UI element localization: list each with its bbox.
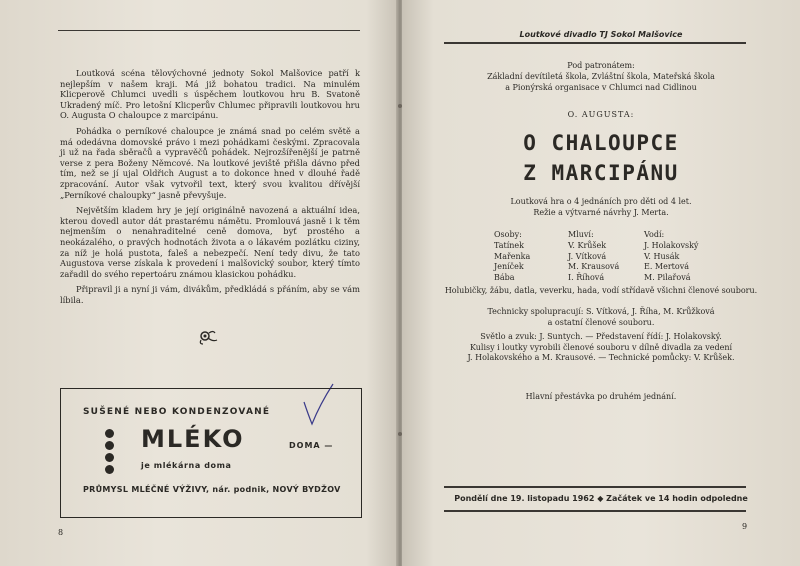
tech-line: Technicky spolupracují: S. Vítková, J. Říha, M. Krůžková	[487, 307, 715, 316]
patron-line: a Pionýrská organisace v Chlumci nad Cidlinou	[505, 83, 697, 92]
cast-role: Jeníček	[494, 262, 524, 272]
flower-ornament-icon	[197, 328, 219, 346]
patron-line: Pod patronátem:	[567, 61, 635, 70]
patron-line: Základní devítiletá škola, Zvláštní škola, Mateřská škola	[487, 72, 715, 81]
ad-company: PRŮMYSL MLÉČNÉ VÝŽIVY, nár. podnik, NOVÝ BYDŽOV	[83, 485, 341, 494]
paragraph: Loutková scéna tělovýchovné jednoty Sokol Malšovice patří k nejlepším v našem kraji. Má již bohatou tradici. Na minulém Klicperově Chlumci uvedli s úspěchem loutkovou hru B. Svatoně Ukradený míč. Pro letošní Klicperův Chlumec připravili loutkovou hru O. Augusta O chaloupce z marcipánu.	[60, 68, 360, 121]
intro-text	[60, 68, 360, 310]
performance-date: Pondělí dne 19. listopadu 1962 ◆ Začátek ve 14 hodin odpoledne	[454, 494, 748, 503]
play-title	[402, 128, 800, 188]
production-credits	[402, 332, 800, 364]
cast-voice: I. Říhová	[568, 273, 605, 283]
date-rule-top	[444, 486, 746, 488]
cast-puppeteer: E. Mertová	[644, 262, 689, 272]
theatre-header: Loutkové divadlo TJ Sokol Malšovice	[519, 30, 683, 39]
cast-role: Bába	[494, 273, 515, 283]
description-line: Loutková hra o 4 jednáních pro děti od 4 let.	[510, 197, 692, 206]
cast-puppeteer: J. Holakovský	[644, 240, 699, 250]
left-page	[0, 0, 398, 566]
cast-voice: V. Krůšek	[568, 240, 607, 250]
cast-header-voices: Mluví:	[568, 230, 594, 239]
technical-crew	[402, 306, 800, 328]
paragraph: Největším kladem hry je její originálně navozená a aktuální idea, kterou dovedl autor dát prastarému námětu. Promlouvá jasně i k těm nejmenším o nenahraditelné ceně domova, byť prostého a neokázalého, o pravých hodnotách života a o lákavém pozlátku ciziny, za níž je holá pustota, faleš a nebezpečí. Není tedy divu, že tato Augustova verse získala k provedení i malšovický soubor, který tímto zařadil do svého repertoáru známou klasickou pohádku.	[60, 205, 360, 279]
cast-voice: J. Vítková	[568, 251, 607, 261]
shared-puppets: Holubičky, žábu, datla, veverku, hada, vodí střídavě všichni členové souboru.	[444, 286, 758, 295]
paragraph: Připravil ji a nyní ji vám, divákům, předkládá s přáním, aby se vám líbila.	[60, 284, 360, 305]
cast-role: Mařenka	[494, 251, 531, 261]
cast-header-puppeteers: Vodí:	[644, 230, 665, 239]
play-description	[402, 196, 800, 218]
ad-sub: je mlékárna doma	[141, 461, 232, 470]
date-rule-bottom	[444, 510, 746, 512]
interval-note: Hlavní přestávka po druhém jednání.	[525, 392, 677, 401]
milk-dots-icon	[105, 429, 117, 477]
description-line: Režie a výtvarné návrhy J. Merta.	[533, 208, 669, 217]
cast-puppeteer: V. Husák	[644, 251, 680, 261]
patronage	[402, 60, 800, 93]
credit-line: Světlo a zvuk: J. Suntych. — Představení řídí: J. Holakovský.	[480, 332, 722, 341]
cast-header-persons: Osoby:	[494, 230, 522, 239]
right-page	[402, 0, 800, 566]
page-number-left: 8	[58, 528, 64, 537]
tech-line: a ostatní členové souboru.	[547, 318, 655, 327]
cast-role: Tatínek	[494, 240, 524, 250]
cast-roles	[494, 230, 530, 284]
cast-puppeteer: M. Pilařová	[644, 273, 691, 283]
cast-puppeteers	[644, 230, 698, 284]
header-rule	[444, 42, 746, 44]
play-author: O. AUGUSTA:	[567, 110, 635, 119]
credit-line: Kulisy i loutky vyrobili členové souboru v dílně divadla za vedení	[469, 342, 733, 352]
title-line: Z MARCIPÁNU	[523, 161, 679, 185]
ad-product: MLÉKO	[141, 425, 245, 453]
top-rule	[58, 30, 360, 31]
milk-advertisement	[60, 388, 362, 518]
ad-line1: SUŠENÉ NEBO KONDENZOVANÉ	[83, 407, 271, 417]
page-number-right: 9	[742, 522, 748, 531]
ad-doma: DOMA —	[289, 441, 334, 450]
credit-line: J. Holakovského a M. Krausové. — Technické pomůcky: V. Krůšek.	[467, 353, 735, 363]
cast-voices	[568, 230, 619, 284]
paragraph: Pohádka o perníkové chaloupce je známá snad po celém světě a má odedávna domovské právo i mezi pohádkami českými. Zpracovala ji už na řada sběračů a vypravěčů pohádek. Nejrozšířenější je patrně verse z pera Boženy Němcové. Na loutkové jeviště přišla dávno před tím, než se jí ujal Oldřich August a to dokonce hned v dlouhé řadě zpracování. Autor však vytvořil text, který svou kvalitou dřívější „Perníkové chaloupky“ jasně převyšuje.	[60, 125, 360, 200]
cast-voice: M. Krausová	[568, 262, 620, 272]
title-line: O CHALOUPCE	[523, 131, 679, 155]
